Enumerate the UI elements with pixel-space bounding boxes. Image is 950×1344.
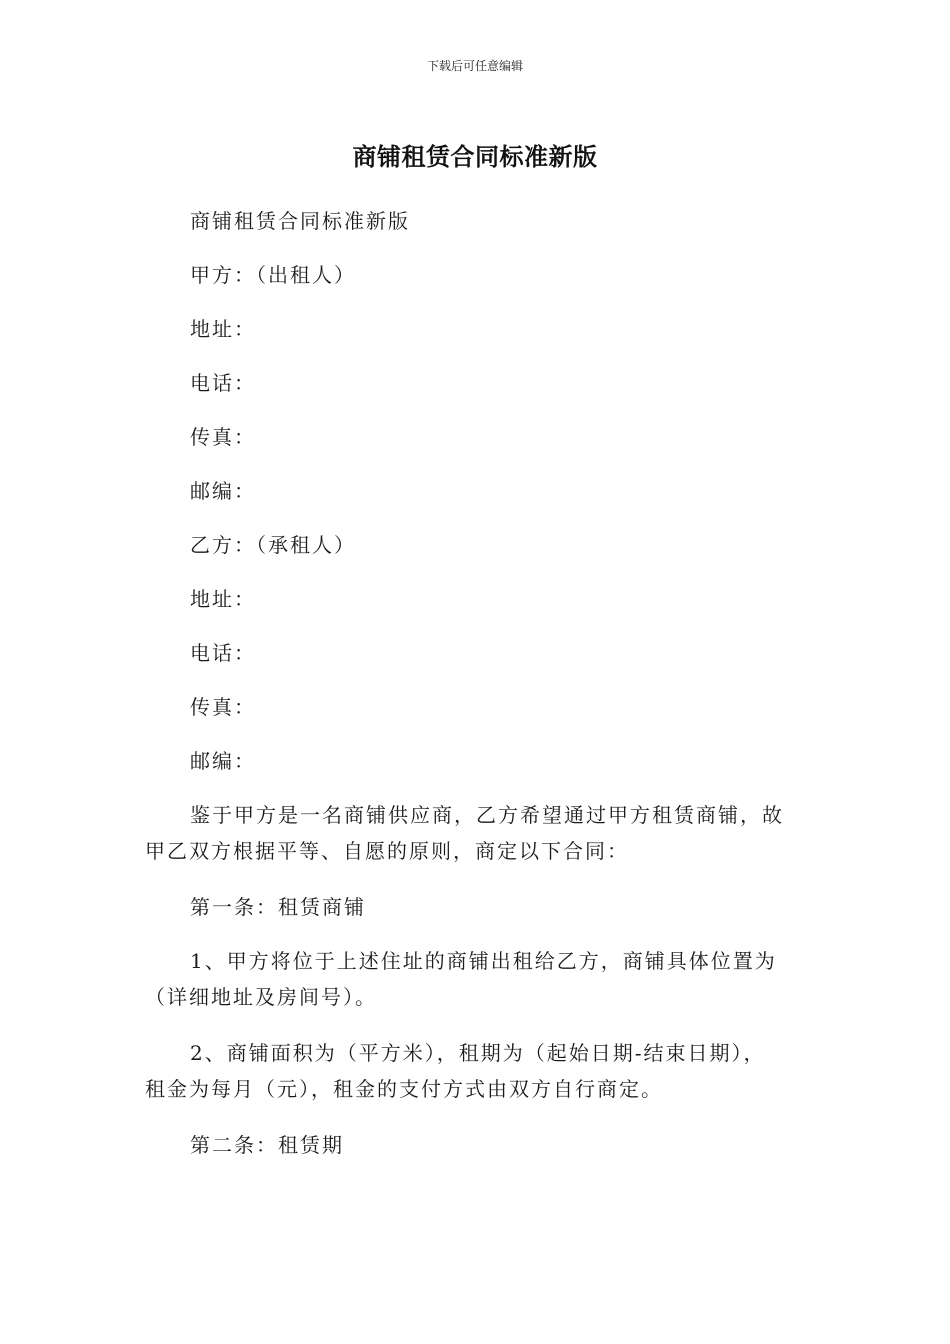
party-b-phone: 电话： [190,641,256,665]
party-a-label: 甲方：（出租人） [190,263,356,287]
party-a-postcode: 邮编： [190,479,256,503]
article-1-item-1-line-1: 1、甲方将位于上述住址的商铺出租给乙方，商铺具体位置为 [190,949,777,973]
article-1-item-2-line-1: 2、商铺面积为（平方米），租期为（起始日期-结束日期）， [190,1041,766,1065]
party-b-address: 地址： [190,587,256,611]
subtitle-line: 商铺租赁合同标准新版 [190,209,410,233]
party-b-label: 乙方：（承租人） [190,533,356,557]
party-b-postcode: 邮编： [190,749,256,773]
article-1-item-1-line-2: （详细地址及房间号）。 [145,985,377,1009]
preamble-line-2: 甲乙双方根据平等、自愿的原则，商定以下合同： [145,839,629,863]
article-2-heading: 第二条：租赁期 [190,1133,344,1157]
document-body [145,0,805,1344]
header-note: 下载后可任意编辑 [426,59,523,73]
party-a-address: 地址： [190,317,256,341]
article-1-heading: 第一条：租赁商铺 [190,895,366,919]
party-b-fax: 传真： [190,695,256,719]
party-a-fax: 传真： [190,425,256,449]
preamble-line-1: 鉴于甲方是一名商铺供应商，乙方希望通过甲方租赁商铺，故 [190,803,784,827]
party-a-phone: 电话： [190,371,256,395]
article-1-item-2-line-2: 租金为每月（元），租金的支付方式由双方自行商定。 [145,1077,663,1101]
document-title: 商铺租赁合同标准新版 [352,143,598,171]
